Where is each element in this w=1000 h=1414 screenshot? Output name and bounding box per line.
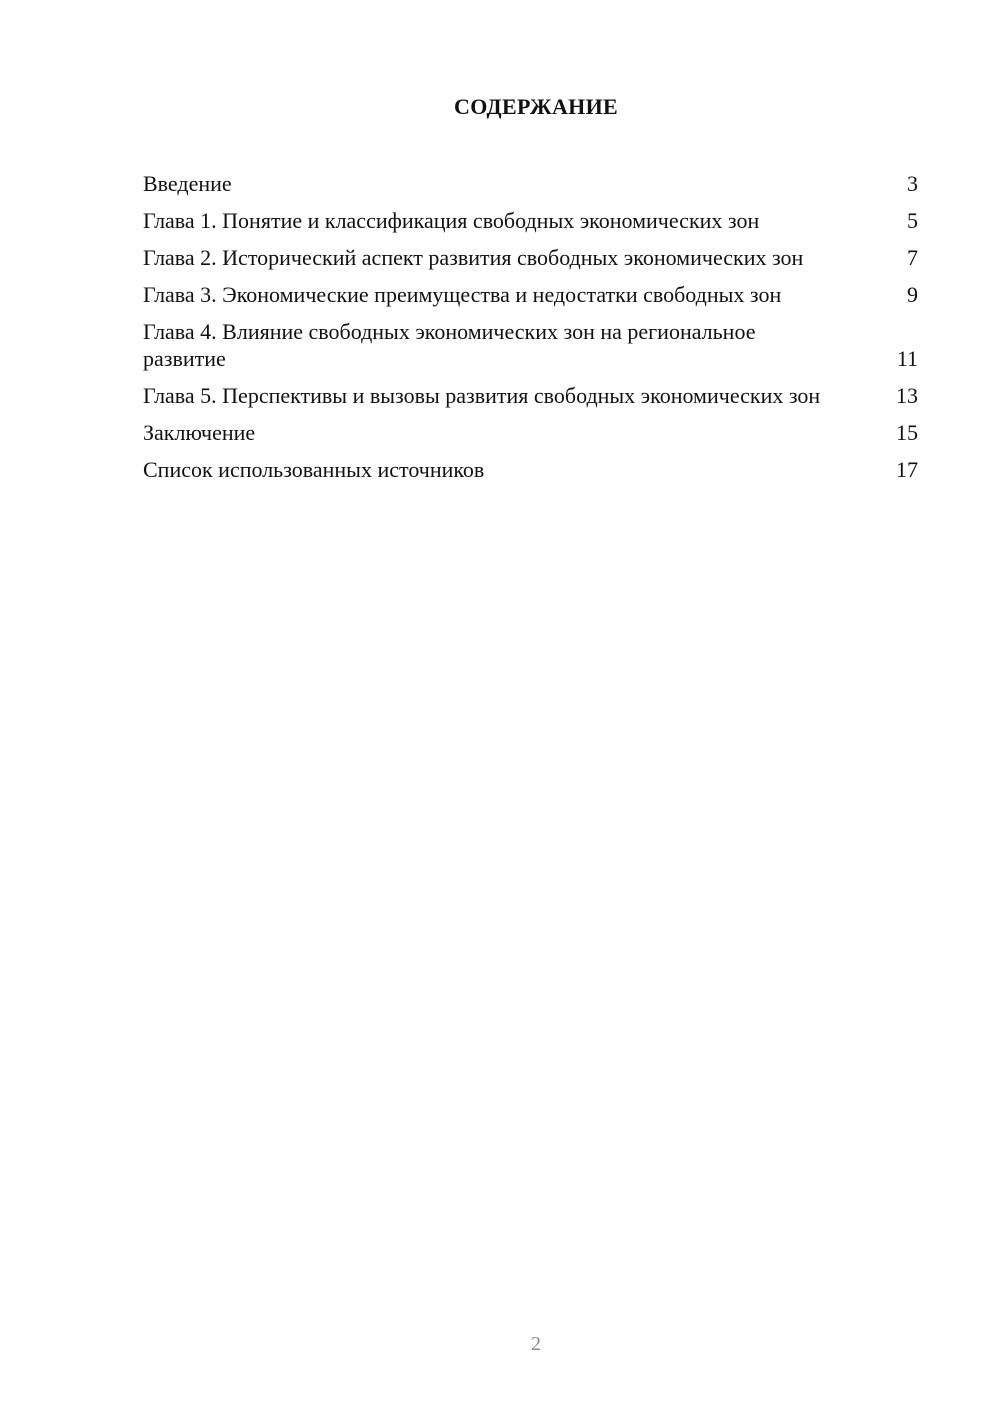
toc-entry-title: Список использованных источников: [143, 457, 485, 482]
toc-entry-page: 7: [907, 245, 918, 270]
toc-entry-title: Заключение: [143, 420, 256, 445]
toc-entry-chapter-3: [143, 281, 918, 308]
toc-entry-references: [143, 456, 918, 483]
toc-entry-page: 15: [896, 420, 918, 445]
toc-entry-title: Введение: [143, 171, 232, 196]
toc-entry-title: Глава 4. Влияние свободных экономических зон на региональное развитие: [143, 319, 756, 371]
page-title: СОДЕРЖАНИЕ: [454, 94, 618, 119]
toc-entry-page: 17: [896, 457, 918, 482]
toc-entry-chapter-2: [143, 244, 918, 271]
toc-entry-page: 5: [907, 208, 918, 233]
page-number: 2: [531, 1333, 541, 1355]
toc-entry-introduction: [143, 170, 918, 197]
table-of-contents: [143, 170, 918, 493]
toc-entry-chapter-4: [143, 318, 918, 372]
toc-entry-page: 9: [907, 282, 918, 307]
toc-entry-title: Глава 3. Экономические преимущества и недостатки свободных зон: [143, 282, 782, 307]
toc-entry-title: Глава 1. Понятие и классификация свободных экономических зон: [143, 208, 760, 233]
toc-entry-title: Глава 2. Исторический аспект развития свободных экономических зон: [143, 245, 804, 270]
toc-entry-conclusion: [143, 419, 918, 446]
toc-entry-title: Глава 5. Перспективы и вызовы развития свободных экономических зон: [143, 383, 821, 408]
toc-entry-page: 11: [896, 346, 918, 371]
toc-entry-chapter-5: [143, 382, 918, 409]
toc-entry-page: 3: [907, 171, 918, 196]
toc-entry-page: 13: [896, 383, 918, 408]
toc-entry-chapter-1: [143, 207, 918, 234]
